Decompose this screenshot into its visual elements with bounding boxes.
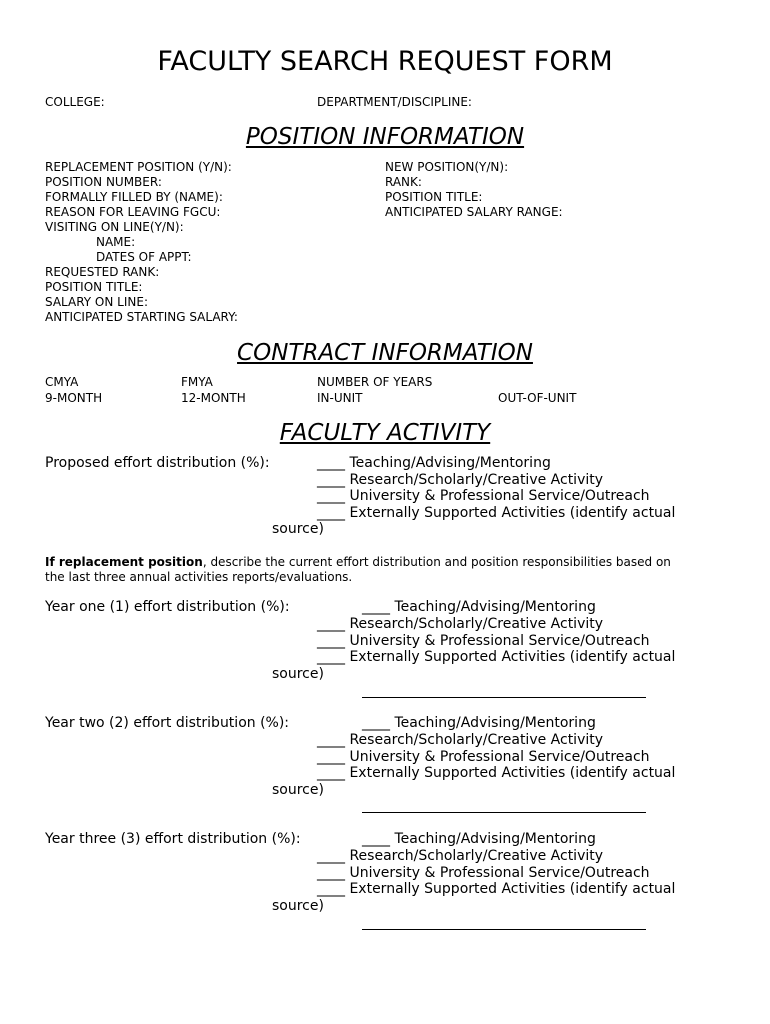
year-one-total-line <box>362 697 646 698</box>
nine-month-label: 9-MONTH <box>45 391 103 405</box>
page-title: FACULTY SEARCH REQUEST FORM <box>157 46 613 77</box>
reason-for-leaving-label: REASON FOR LEAVING FGCU: <box>45 205 221 219</box>
year-two-external: ____ Externally Supported Activities (identify actual <box>317 765 676 782</box>
rank-label: RANK: <box>385 175 422 189</box>
year-three-items <box>317 848 675 898</box>
year-two-research: ____ Research/Scholarly/Creative Activity <box>317 732 604 748</box>
contract-information-heading: CONTRACT INFORMATION <box>237 340 533 366</box>
anticipated-salary-range-label: ANTICIPATED SALARY RANGE: <box>385 205 563 219</box>
position-number-label: POSITION NUMBER: <box>45 175 162 189</box>
twelve-month-label: 12-MONTH <box>181 391 246 405</box>
service-item: ____ University & Professional Service/Outreach <box>317 488 650 505</box>
anticipated-starting-salary-label: ANTICIPATED STARTING SALARY: <box>45 310 238 324</box>
in-unit-label: IN-UNIT <box>317 391 363 405</box>
year-two-total-line <box>362 812 646 813</box>
position-right-column <box>385 160 563 220</box>
visiting-on-line-label: VISITING ON LINE(Y/N): <box>45 220 184 234</box>
out-of-unit-label: OUT-OF-UNIT <box>498 391 577 405</box>
new-position-label: NEW POSITION(Y/N): <box>385 160 509 174</box>
replacement-note-bold: If replacement position <box>45 555 203 569</box>
year-three-external: ____ Externally Supported Activities (identify actual <box>317 881 676 898</box>
new-position-title-label: POSITION TITLE: <box>385 190 483 204</box>
cmya-label: CMYA <box>45 375 79 389</box>
teaching-item: ____ Teaching/Advising/Mentoring <box>317 455 551 471</box>
replacement-note-line2: the last three annual activities reports/evaluations. <box>45 570 353 584</box>
year-two-label: Year two (2) effort distribution (%): <box>45 715 290 731</box>
year-three-source: source) <box>272 898 324 914</box>
year-one-teaching: ____ Teaching/Advising/Mentoring <box>362 599 596 615</box>
fmya-label: FMYA <box>181 375 213 389</box>
department-label: DEPARTMENT/DISCIPLINE: <box>317 95 472 109</box>
research-item: ____ Research/Scholarly/Creative Activity <box>317 471 604 488</box>
external-item: ____ Externally Supported Activities (identify actual <box>317 504 676 521</box>
year-one-label: Year one (1) effort distribution (%): <box>45 599 290 615</box>
year-three-total-line <box>362 929 646 930</box>
proposed-effort-label: Proposed effort distribution (%): <box>45 455 270 471</box>
number-of-years-label: NUMBER OF YEARS <box>317 375 433 389</box>
faculty-activity-heading: FACULTY ACTIVITY <box>279 420 491 446</box>
source-label: source) <box>272 521 324 537</box>
year-three-label: Year three (3) effort distribution (%): <box>45 831 301 847</box>
dates-of-appt-label: DATES OF APPT: <box>96 250 192 264</box>
year-three-service: ____ University & Professional Service/Outreach <box>317 864 650 881</box>
year-two-source: source) <box>272 782 324 798</box>
proposed-effort-items <box>317 455 675 521</box>
salary-on-line-label: SALARY ON LINE: <box>45 295 148 309</box>
requested-rank-label: REQUESTED RANK: <box>45 265 160 279</box>
year-two-items <box>317 732 675 782</box>
college-label: COLLEGE: <box>45 95 105 109</box>
year-one-research: ____ Research/Scholarly/Creative Activity <box>317 616 604 632</box>
position-title-label: POSITION TITLE: <box>45 280 143 294</box>
year-three-teaching: ____ Teaching/Advising/Mentoring <box>362 831 596 847</box>
year-two-teaching: ____ Teaching/Advising/Mentoring <box>362 715 596 731</box>
year-one-source: source) <box>272 666 324 682</box>
year-one-service: ____ University & Professional Service/Outreach <box>317 632 650 649</box>
year-two-service: ____ University & Professional Service/Outreach <box>317 748 650 765</box>
formally-filled-by-label: FORMALLY FILLED BY (NAME): <box>45 190 223 204</box>
year-one-items <box>317 616 675 666</box>
year-three-research: ____ Research/Scholarly/Creative Activity <box>317 848 604 864</box>
replacement-note <box>45 555 671 570</box>
position-left-column <box>45 160 238 325</box>
replacement-position-label: REPLACEMENT POSITION (Y/N): <box>45 160 232 174</box>
position-information-heading: POSITION INFORMATION <box>245 124 525 150</box>
visiting-name-label: NAME: <box>96 235 136 249</box>
replacement-note-text: , describe the current effort distribution and position responsibilities based on <box>202 555 671 569</box>
year-one-external: ____ Externally Supported Activities (identify actual <box>317 649 676 666</box>
